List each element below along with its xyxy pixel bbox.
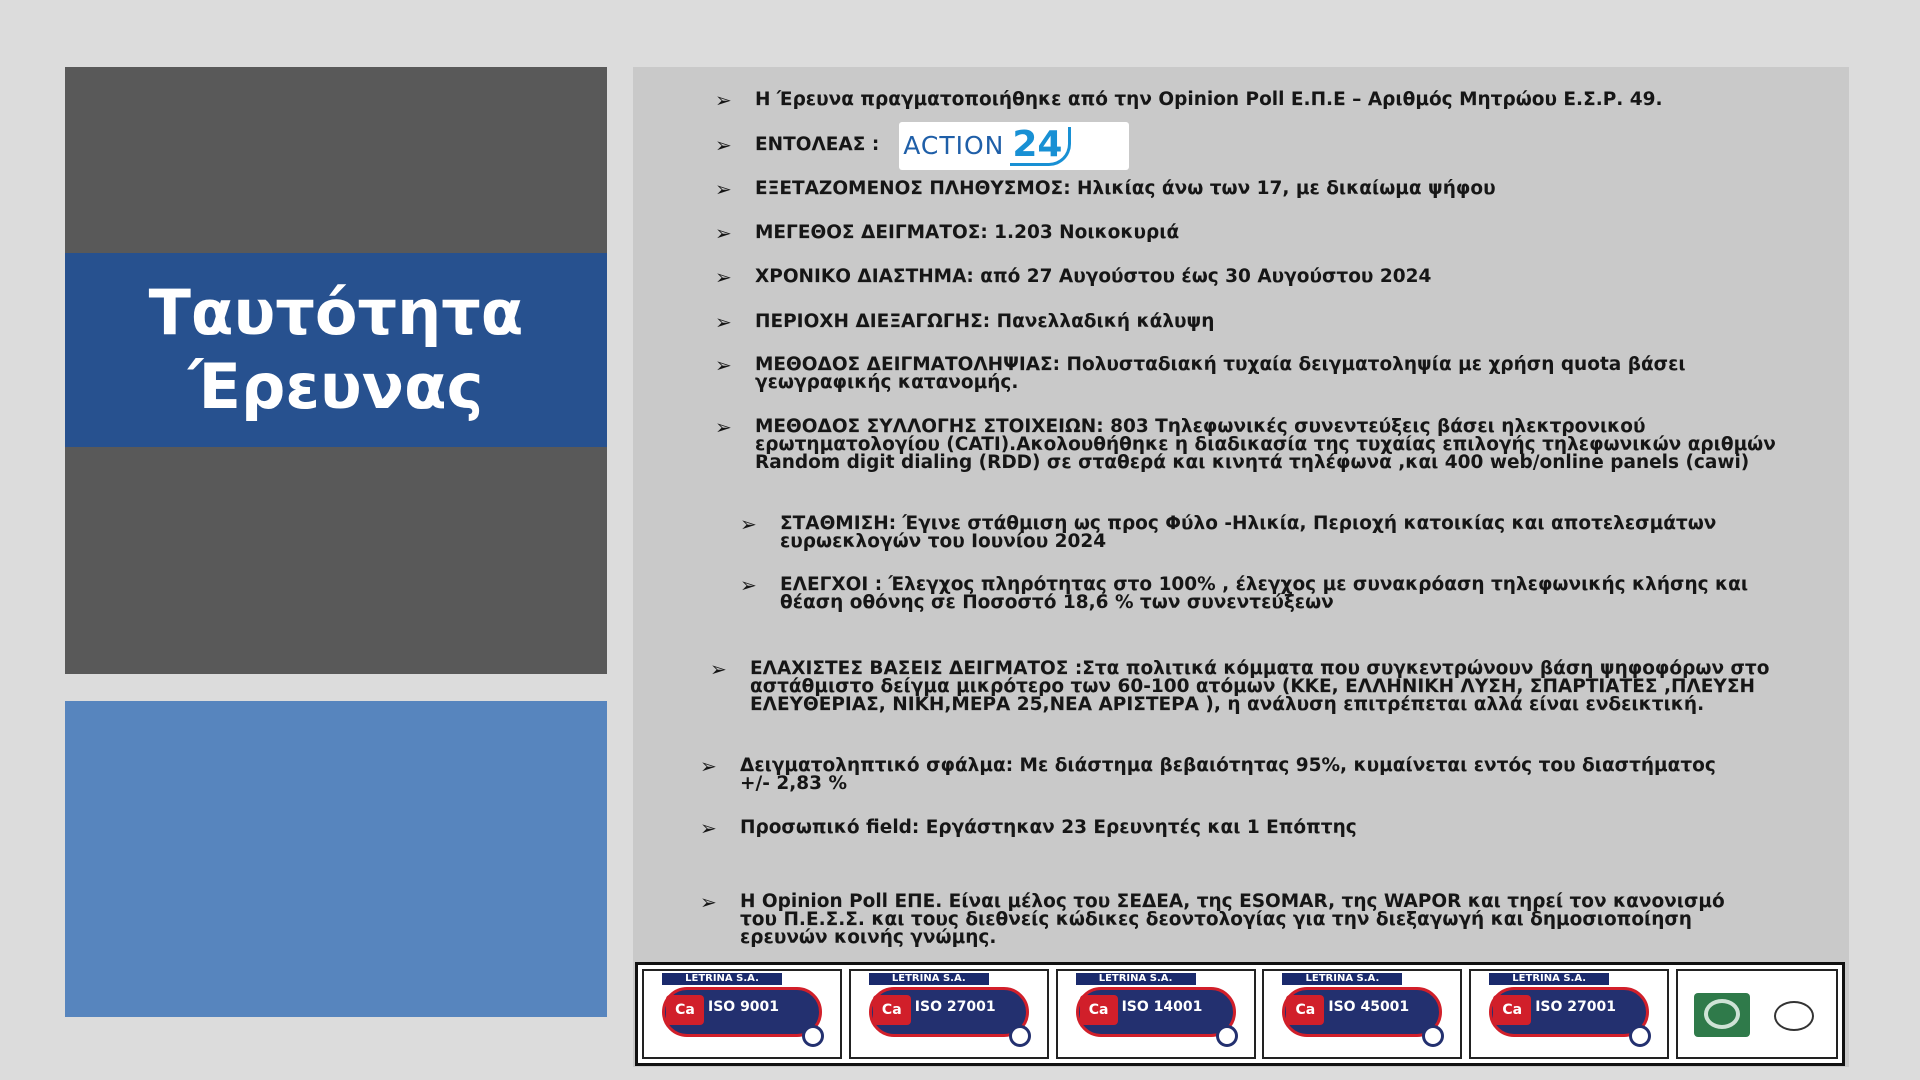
- bullet-text: ΜΕΓΕΘΟΣ ΔΕΙΓΜΑΤΟΣ: 1.203 Νοικοκυριά: [755, 222, 1180, 243]
- arrow-icon: ➢: [700, 890, 717, 914]
- page-title-line1: Ταυτότητα: [148, 276, 524, 349]
- bullet-text: ΕΝΤΟΛΕΑΣ :: [755, 134, 880, 155]
- cert-header: LETRINA S.A.: [1076, 973, 1196, 985]
- bullet-text: ΧΡΟΝΙΚΟ ΔΙΑΣΤΗΜΑ: από 27 Αυγούστου έως 30 Αυγούστου 2024: [755, 266, 1432, 287]
- cert-seal-icon: [1422, 1025, 1444, 1047]
- cert-standard: ISO 14001: [1121, 999, 1203, 1015]
- cert-standard: ISO 27001: [1535, 999, 1616, 1015]
- bullet-text: ΠΕΡΙΟΧΗ ΔΙΕΞΑΓΩΓΗΣ: Πανελλαδική κάλυψη: [755, 311, 1215, 332]
- cert-ca-mark: Ca: [1080, 995, 1118, 1025]
- cert-seal-icon: [1009, 1025, 1031, 1047]
- certificate-badge: [1056, 969, 1256, 1059]
- bullet-item: [740, 512, 1760, 552]
- bullet-text: ΕΛΕΓΧΟΙ : Έλεγχος πληρότητας στο 100% , έλεγχος με συνακρόαση τηλεφωνικής κλήσης και θέαση οθόνης σε Ποσοστό 18,6 % των συνεντεύξεων: [780, 574, 1749, 613]
- cert-ca-mark: Ca: [666, 995, 704, 1025]
- cert-header: LETRINA S.A.: [662, 973, 782, 985]
- certificate-badge: [849, 969, 1049, 1059]
- bullet-text: ΕΛΑΧΙΣΤΕΣ ΒΑΣΕΙΣ ΔΕΙΓΜΑΤΟΣ :Στα πολιτικά κόμματα που συγκεντρώνουν βάση ψηφοφόρων στο αστάθμιστο δείγμα μικρότερο των 60-100 ατόμων (ΚΚΕ, ΕΛΛΗΝΙΚΗ ΛΥΣΗ, ΣΠΑΡΤΙΑΤΕΣ ,ΠΛΕΥΣΗ ΕΛΕΥΘΕΡΙΑΣ, ΝΙΚΗ,ΜΕΡΑ 25,ΝΕΑ ΑΡΙΣΤΕΡΑ ), η ανάλυση επιτρέπεται αλλά είναι ενδεικτική.: [750, 658, 1770, 715]
- logo-number: 24: [1010, 127, 1071, 166]
- arrow-icon: ➢: [715, 88, 732, 112]
- cert-standard: ISO 9001: [708, 999, 780, 1015]
- bullet-text: ΜΕΘΟΔΟΣ ΔΕΙΓΜΑΤΟΛΗΨΙΑΣ: Πολυσταδιακή τυχαία δειγματοληψία με χρήση quota βάσει γεωγραφικής κατανομής.: [755, 354, 1686, 393]
- bullet-text: ΕΞΕΤΑΖΟΜΕΝΟΣ ΠΛΗΘΥΣΜΟΣ: Ηλικίας άνω των 17, με δικαίωμα ψήφου: [755, 178, 1496, 199]
- arrow-icon: ➢: [710, 657, 727, 681]
- bullet-item: [700, 890, 1730, 948]
- certificate-badge: [1262, 969, 1462, 1059]
- arrow-icon: ➢: [700, 754, 717, 778]
- bullet-text: Η Opinion Poll ΕΠΕ. Είναι μέλος του ΣΕΔΕΑ, της ESOMAR, της WAPOR και τηρεί τον κανονισμό του Π.Ε.Σ.Σ. και τους διεθνείς κώδικες δεοντολογίας για την διεξαγωγή και δημοσιοποίηση ερευνών κοινής γνώμης.: [740, 891, 1725, 948]
- left-blue-panel: [65, 701, 607, 1017]
- title-band: [65, 253, 607, 447]
- eqa-logo-icon: [1694, 993, 1750, 1037]
- arrow-icon: ➢: [715, 353, 732, 377]
- bullet-item: [700, 754, 1730, 794]
- arrow-icon: ➢: [715, 221, 732, 245]
- arrow-icon: ➢: [715, 177, 732, 201]
- page-title-line2: Έρευνας: [188, 350, 484, 423]
- cert-standard: ISO 27001: [914, 999, 996, 1015]
- bullet-item: [715, 353, 1755, 393]
- bullet-item: [715, 221, 1825, 245]
- arrow-icon: ➢: [740, 512, 757, 536]
- bullet-text: Η Έρευνα πραγματοποιήθηκε από την Opinion Poll Ε.Π.Ε – Αριθμός Μητρώου Ε.Σ.Ρ. 49.: [755, 89, 1663, 110]
- certificate-badge: [1469, 969, 1669, 1059]
- arrow-icon: ➢: [700, 816, 717, 840]
- cert-seal-icon: [802, 1025, 824, 1047]
- globe-logo-icon: [1774, 1001, 1814, 1031]
- bullet-item: [715, 310, 1825, 334]
- arrow-icon: ➢: [715, 415, 732, 439]
- bullet-text: Δειγματοληπτικό σφάλμα: Με διάστημα βεβαιότητας 95%, κυμαίνεται εντός του διαστήματος +/- 2,83 %: [740, 755, 1716, 794]
- bullet-item: [715, 415, 1795, 473]
- cert-header: LETRINA S.A.: [869, 973, 989, 985]
- cert-header: LETRINA S.A.: [1282, 973, 1402, 985]
- cert-ca-mark: Ca: [1493, 995, 1531, 1025]
- bullet-text: ΜΕΘΟΔΟΣ ΣΥΛΛΟΓΗΣ ΣΤΟΙΧΕΙΩΝ: 803 Τηλεφωνικές συνεντεύξεις βάσει ηλεκτρονικού ερωτηματολογίου (CATI).Ακολουθήθηκε η διαδικασία της τυχαίας επιλογής τηλεφωνικών αριθμών Random digit dialing (RDD) σε σταθερά και κινητά τηλέφωνα ,και 400 web/online panels (cawi): [755, 416, 1776, 473]
- arrow-icon: ➢: [715, 310, 732, 334]
- cert-seal-icon: [1629, 1025, 1651, 1047]
- bullet-item: [740, 573, 1760, 613]
- bullet-item: [715, 88, 1825, 112]
- bullet-item: [700, 816, 1730, 840]
- bullet-item: [715, 177, 1825, 201]
- cert-seal-icon: [1216, 1025, 1238, 1047]
- bullet-item: [715, 265, 1825, 289]
- cert-standard: ISO 45001: [1328, 999, 1410, 1015]
- arrow-icon: ➢: [715, 265, 732, 289]
- membership-logos: [1676, 969, 1838, 1059]
- logo-word: ACTION: [903, 131, 1005, 160]
- action24-logo: [899, 122, 1129, 170]
- bullet-text: Προσωπικό field: Εργάστηκαν 23 Ερευνητές και 1 Επόπτης: [740, 817, 1357, 838]
- bullet-text: ΣΤΑΘΜΙΣΗ: Έγινε στάθμιση ως προς Φύλο -Ηλικία, Περιοχή κατοικίας και αποτελεσμάτων ευρωεκλογών του Ιουνίου 2024: [780, 513, 1717, 552]
- cert-ca-mark: Ca: [873, 995, 911, 1025]
- arrow-icon: ➢: [740, 573, 757, 597]
- arrow-icon: ➢: [715, 133, 732, 157]
- cert-ca-mark: Ca: [1286, 995, 1324, 1025]
- bullet-item: [710, 657, 1820, 715]
- certificates-strip: [635, 962, 1845, 1066]
- bullet-item: [715, 123, 1825, 170]
- certificate-badge: [642, 969, 842, 1059]
- cert-header: LETRINA S.A.: [1489, 973, 1609, 985]
